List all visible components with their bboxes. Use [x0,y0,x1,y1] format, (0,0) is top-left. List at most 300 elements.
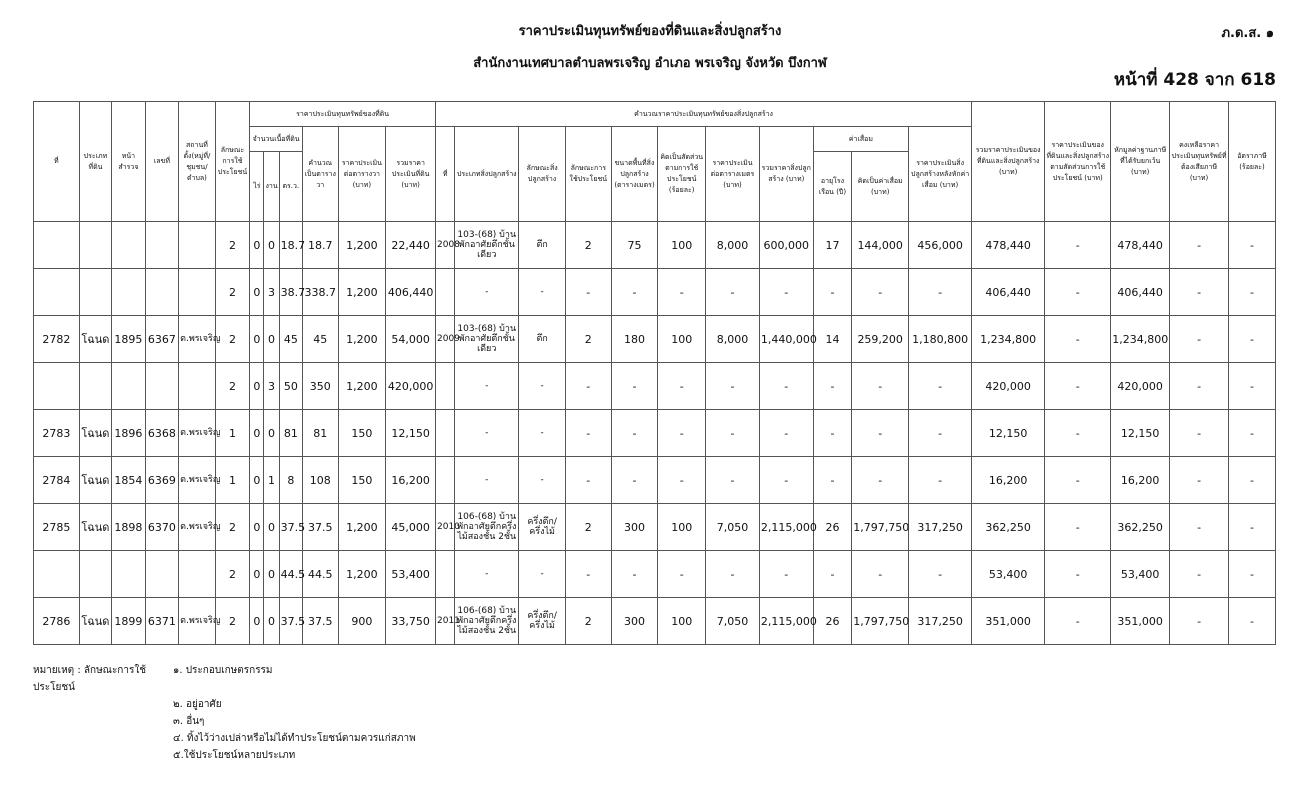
cell-dep-amount: 1,797,750 [852,504,909,551]
table-row [34,410,1276,457]
cell-taxable: - [1170,316,1229,363]
cell-no [34,363,80,410]
footnote-item: ๒. อยู่อาศัย [173,699,222,710]
cell-deed-no: 6370 [145,504,179,551]
cell-dep-amount: 144,000 [852,222,909,269]
cell-bldg-type: - [455,457,519,504]
cell-bldg-use: 2 [565,316,611,363]
page-number: หน้าที่ 428 จาก 618 [1113,70,1276,90]
cell-deduct: 420,000 [1111,363,1170,410]
cell-rate: - [1229,551,1276,598]
cell-bldg-use: 2 [565,598,611,645]
col-rate: อัตราภาษี (ร้อยละ) [1229,102,1276,222]
cell-wa: 45 [279,316,302,363]
cell-sqwa-total: 338.7 [303,269,339,316]
cell-land-total: 16,200 [386,457,436,504]
cell-bldg-type: 106-(68) บ้านพักอาศัยตึกครึ่งไม้สองชั้น 2ชั้น [455,598,519,645]
cell-bldg-size: 75 [611,222,658,269]
cell-dep-amount: 1,797,750 [852,598,909,645]
cell-bldg-total: 2,115,000 [759,504,813,551]
cell-rai: 0 [250,504,264,551]
cell-no [34,222,80,269]
cell-bldg-type: - [455,363,519,410]
cell-dep-age: - [813,269,852,316]
cell-bldg-no [436,457,455,504]
col-dep-amount: คิดเป็นค่าเสื่อม (บาท) [852,152,909,222]
cell-rate: - [1229,598,1276,645]
cell-bldg-total: - [759,410,813,457]
cell-bldg-price-sqm: - [706,363,760,410]
cell-no: 2783 [34,410,80,457]
cell-prop-value: - [1045,598,1111,645]
cell-rai: 0 [250,457,264,504]
cell-bldg-net: 317,250 [909,504,972,551]
cell-wa: 50 [279,363,302,410]
cell-dep-age: - [813,457,852,504]
cell-bldg-type: 106-(68) บ้านพักอาศัยตึกครึ่งไม้สองชั้น 2ชั้น [455,504,519,551]
cell-location: ต.พรเจริญ [179,316,216,363]
cell-use-type: 2 [215,504,250,551]
cell-location: ต.พรเจริญ [179,598,216,645]
table-row [34,598,1276,645]
cell-bldg-total: 2,115,000 [759,598,813,645]
form-code: ภ.ด.ส. ๑ [1221,26,1274,41]
cell-bldg-size: 300 [611,504,658,551]
assessment-table [33,101,1276,645]
document-title: ราคาประเมินทุนทรัพย์ของที่ดินและสิ่งปลูกสร้าง [518,24,782,39]
cell-land-type [79,269,111,316]
cell-deed-no [145,551,179,598]
cell-deduct: 406,440 [1111,269,1170,316]
cell-dep-age: - [813,551,852,598]
cell-rate: - [1229,316,1276,363]
cell-deduct: 53,400 [1111,551,1170,598]
col-bldg-price-sqm: ราคาประเมินต่อตารางเมตร (บาท) [706,127,760,222]
table-row [34,316,1276,363]
cell-dep-amount: - [852,269,909,316]
cell-sum-total: 53,400 [972,551,1045,598]
cell-land-total: 33,750 [386,598,436,645]
cell-bldg-kind: - [519,551,566,598]
cell-sum-total: 420,000 [972,363,1045,410]
cell-prop-value: - [1045,269,1111,316]
cell-sum-total: 478,440 [972,222,1045,269]
col-ngan: งาน [264,152,279,222]
cell-price-per-wa: 150 [338,410,386,457]
cell-price-per-wa: 1,200 [338,269,386,316]
cell-price-per-wa: 1,200 [338,222,386,269]
cell-deduct: 16,200 [1111,457,1170,504]
cell-bldg-total: - [759,269,813,316]
cell-sum-total: 12,150 [972,410,1045,457]
col-rai: ไร่ [250,152,264,222]
cell-sqwa-total: 44.5 [303,551,339,598]
cell-location [179,222,216,269]
cell-rai: 0 [250,410,264,457]
cell-ngan: 0 [264,551,279,598]
col-deduct: หักมูลค่าฐานภาษีที่ได้รับยกเว้น (บาท) [1111,102,1170,222]
cell-use-type: 2 [215,363,250,410]
cell-rai: 0 [250,551,264,598]
cell-rate: - [1229,410,1276,457]
cell-taxable: - [1170,410,1229,457]
cell-dep-amount: - [852,551,909,598]
cell-bldg-total: - [759,363,813,410]
cell-bldg-type: - [455,269,519,316]
cell-price-per-wa: 1,200 [338,551,386,598]
cell-bldg-type: 103-(68) บ้านพักอาศัยตึกชั้นเดียว [455,316,519,363]
cell-bldg-pct: - [658,457,706,504]
cell-bldg-type: 103-(68) บ้านพักอาศัยตึกชั้นเดียว [455,222,519,269]
cell-rate: - [1229,363,1276,410]
cell-bldg-kind: - [519,410,566,457]
cell-use-type: 2 [215,598,250,645]
cell-sum-total: 406,440 [972,269,1045,316]
cell-price-per-wa: 1,200 [338,504,386,551]
cell-use-type: 2 [215,551,250,598]
cell-deduct: 12,150 [1111,410,1170,457]
cell-taxable: - [1170,504,1229,551]
cell-bldg-net: - [909,363,972,410]
cell-rai: 0 [250,363,264,410]
cell-bldg-total: - [759,457,813,504]
cell-bldg-total: - [759,551,813,598]
col-deed-no: เลขที่ [145,102,179,222]
cell-front [112,363,146,410]
cell-no [34,269,80,316]
col-taxable: คงเหลือราคาประเมินทุนทรัพย์ที่ต้องเสียภาษี (บาท) [1170,102,1229,222]
cell-land-total: 406,440 [386,269,436,316]
cell-taxable: - [1170,363,1229,410]
cell-rate: - [1229,504,1276,551]
cell-no: 2785 [34,504,80,551]
cell-price-per-wa: 1,200 [338,316,386,363]
cell-rate: - [1229,457,1276,504]
cell-front [112,269,146,316]
cell-land-type [79,551,111,598]
col-bldg-no: ที่ [436,127,455,222]
cell-bldg-pct: - [658,269,706,316]
cell-bldg-no: 2008 [436,222,455,269]
cell-rate: - [1229,222,1276,269]
cell-sqwa-total: 81 [303,410,339,457]
cell-bldg-use: - [565,551,611,598]
cell-ngan: 0 [264,598,279,645]
cell-prop-value: - [1045,457,1111,504]
cell-sum-total: 351,000 [972,598,1045,645]
cell-prop-value: - [1045,316,1111,363]
cell-dep-amount: 259,200 [852,316,909,363]
cell-no: 2784 [34,457,80,504]
cell-price-per-wa: 1,200 [338,363,386,410]
cell-front: 1899 [112,598,146,645]
cell-rai: 0 [250,269,264,316]
cell-use-type: 2 [215,269,250,316]
col-bldg-type: ประเภทสิ่งปลูกสร้าง [455,127,519,222]
cell-deed-no [145,269,179,316]
cell-prop-value: - [1045,222,1111,269]
table-row [34,551,1276,598]
cell-bldg-price-sqm: - [706,457,760,504]
cell-bldg-use: - [565,410,611,457]
cell-wa: 81 [279,410,302,457]
cell-bldg-pct: 100 [658,316,706,363]
cell-wa: 18.7 [279,222,302,269]
cell-front: 1854 [112,457,146,504]
cell-bldg-use: - [565,363,611,410]
cell-deduct: 351,000 [1111,598,1170,645]
cell-location [179,363,216,410]
cell-dep-age: 14 [813,316,852,363]
cell-deed-no [145,363,179,410]
cell-sum-total: 362,250 [972,504,1045,551]
col-bldg-total: รวมราคาสิ่งปลูกสร้าง (บาท) [759,127,813,222]
cell-deduct: 478,440 [1111,222,1170,269]
col-no: ที่ [34,102,80,222]
footnote-item: ๔. ทิ้งไว้ว่างเปล่าหรือไม่ได้ทำประโยชน์ตามควรแก่สภาพ [173,733,416,744]
cell-bldg-pct: 100 [658,598,706,645]
cell-deed-no: 6371 [145,598,179,645]
cell-wa: 38.7 [279,269,302,316]
cell-front [112,551,146,598]
cell-use-type: 1 [215,410,250,457]
cell-bldg-net: - [909,410,972,457]
cell-bldg-price-sqm: 8,000 [706,316,760,363]
col-group-building: คำนวณราคาประเมินทุนทรัพย์ของสิ่งปลูกสร้าง [436,102,972,127]
cell-bldg-use: - [565,269,611,316]
cell-prop-value: - [1045,410,1111,457]
cell-front: 1895 [112,316,146,363]
cell-land-total: 12,150 [386,410,436,457]
cell-bldg-pct: - [658,410,706,457]
cell-bldg-price-sqm: 7,050 [706,598,760,645]
cell-land-type: โฉนด [79,504,111,551]
cell-bldg-size: - [611,410,658,457]
cell-bldg-size: - [611,269,658,316]
table-row [34,504,1276,551]
cell-bldg-size: - [611,551,658,598]
cell-use-type: 2 [215,316,250,363]
cell-location: ต.พรเจริญ [179,504,216,551]
cell-deed-no [145,222,179,269]
cell-land-total: 53,400 [386,551,436,598]
col-price-per-wa: ราคาประเมินต่อตารางวา (บาท) [338,127,386,222]
cell-bldg-total: 600,000 [759,222,813,269]
cell-bldg-pct: 100 [658,222,706,269]
cell-bldg-total: 1,440,000 [759,316,813,363]
col-group-land: ราคาประเมินทุนทรัพย์ของที่ดิน [250,102,436,127]
cell-land-total: 54,000 [386,316,436,363]
cell-deed-no: 6367 [145,316,179,363]
cell-bldg-kind: ครึ่งตึก/ครึ่งไม้ [519,504,566,551]
cell-ngan: 0 [264,410,279,457]
cell-dep-age: - [813,363,852,410]
cell-bldg-kind: - [519,457,566,504]
cell-front [112,222,146,269]
cell-prop-value: - [1045,504,1111,551]
cell-bldg-no: 2011 [436,598,455,645]
cell-rai: 0 [250,316,264,363]
cell-bldg-no [436,269,455,316]
cell-bldg-use: - [565,457,611,504]
cell-sqwa-total: 108 [303,457,339,504]
col-land-type: ประเภทที่ดิน [79,102,111,222]
col-use-type: ลักษณะการใช้ประโยชน์ [215,102,250,222]
cell-sqwa-total: 45 [303,316,339,363]
cell-taxable: - [1170,269,1229,316]
col-front: หน้าสำรวจ [112,102,146,222]
cell-land-type: โฉนด [79,316,111,363]
cell-ngan: 0 [264,222,279,269]
cell-land-total: 420,000 [386,363,436,410]
cell-deduct: 1,234,800 [1111,316,1170,363]
cell-dep-age: 17 [813,222,852,269]
col-sqwa-total: คำนวณเป็นตารางวา [303,127,339,222]
col-bldg-use: ลักษณะการใช้ประโยชน์ [565,127,611,222]
cell-sqwa-total: 350 [303,363,339,410]
cell-taxable: - [1170,598,1229,645]
cell-deduct: 362,250 [1111,504,1170,551]
col-bldg-pct: คิดเป็นสัดส่วนตามการใช้ประโยชน์ (ร้อยละ) [658,127,706,222]
cell-bldg-net: 1,180,800 [909,316,972,363]
col-group-depreciation: ค่าเสื่อม [813,127,908,152]
cell-taxable: - [1170,222,1229,269]
cell-land-type: โฉนด [79,410,111,457]
cell-bldg-kind: - [519,363,566,410]
col-location: สถานที่ตั้ง(หมู่ที่/ชุมชน/ตำบล) [179,102,216,222]
footnotes [33,662,416,764]
cell-bldg-price-sqm: 7,050 [706,504,760,551]
cell-bldg-net: - [909,551,972,598]
cell-bldg-type: - [455,551,519,598]
cell-bldg-pct: - [658,551,706,598]
cell-bldg-size: 180 [611,316,658,363]
cell-bldg-net: - [909,269,972,316]
cell-land-total: 22,440 [386,222,436,269]
cell-bldg-net: 317,250 [909,598,972,645]
footnote-label: หมายเหตุ : ลักษณะการใช้ประโยชน์ [33,665,147,693]
cell-front: 1896 [112,410,146,457]
cell-dep-age: - [813,410,852,457]
cell-bldg-kind: - [519,269,566,316]
cell-bldg-no: 2009 [436,316,455,363]
cell-dep-amount: - [852,410,909,457]
cell-bldg-no: 2010 [436,504,455,551]
cell-sqwa-total: 37.5 [303,598,339,645]
footnote-item: ๓. อื่นๆ [173,716,205,727]
cell-rate: - [1229,269,1276,316]
cell-bldg-size: 300 [611,598,658,645]
col-bldg-net: ราคาประเมินสิ่งปลูกสร้างหลังหักค่าเสื่อม (บาท) [909,127,972,222]
cell-bldg-price-sqm: - [706,551,760,598]
col-bldg-size: ขนาดพื้นที่สิ่งปลูกสร้าง (ตารางเมตร) [611,127,658,222]
cell-bldg-kind: ครึ่งตึก/ครึ่งไม้ [519,598,566,645]
cell-bldg-use: 2 [565,504,611,551]
cell-bldg-price-sqm: 8,000 [706,222,760,269]
col-group-area: จำนวนเนื้อที่ดิน [250,127,303,152]
cell-dep-amount: - [852,457,909,504]
table-row [34,269,1276,316]
cell-no: 2786 [34,598,80,645]
cell-wa: 37.5 [279,598,302,645]
cell-bldg-no [436,551,455,598]
cell-location: ต.พรเจริญ [179,410,216,457]
table-row [34,363,1276,410]
cell-bldg-net: - [909,457,972,504]
cell-sum-total: 16,200 [972,457,1045,504]
cell-ngan: 1 [264,457,279,504]
document-subtitle: สำนักงานเทศบาลตำบลพรเจริญ อำเภอ พรเจริญ จังหวัด บึงกาฬ [473,56,827,71]
cell-bldg-size: - [611,457,658,504]
cell-land-type: โฉนด [79,598,111,645]
footnote-item: ๕.ใช้ประโยชน์หลายประเภท [173,750,296,761]
cell-ngan: 3 [264,269,279,316]
table-row [34,222,1276,269]
cell-deed-no: 6368 [145,410,179,457]
cell-sqwa-total: 18.7 [303,222,339,269]
cell-location: ต.พรเจริญ [179,457,216,504]
cell-land-type [79,363,111,410]
cell-dep-amount: - [852,363,909,410]
cell-bldg-pct: 100 [658,504,706,551]
col-dep-age: อายุโรงเรือน (ปี) [813,152,852,222]
col-wa: ตร.ว. [279,152,302,222]
cell-wa: 8 [279,457,302,504]
cell-wa: 37.5 [279,504,302,551]
cell-rai: 0 [250,598,264,645]
cell-deed-no: 6369 [145,457,179,504]
col-prop-value: ราคาประเมินของที่ดินและสิ่งปลูกสร้างตามสัดส่วนการใช้ประโยชน์ (บาท) [1045,102,1111,222]
cell-location [179,551,216,598]
cell-bldg-pct: - [658,363,706,410]
cell-ngan: 0 [264,504,279,551]
footnote-item: ๑. ประกอบเกษตรกรรม [173,665,273,676]
cell-use-type: 2 [215,222,250,269]
cell-bldg-price-sqm: - [706,410,760,457]
cell-ngan: 3 [264,363,279,410]
cell-bldg-net: 456,000 [909,222,972,269]
col-sum-total: รวมราคาประเมินของที่ดินและสิ่งปลูกสร้าง (บาท) [972,102,1045,222]
cell-prop-value: - [1045,551,1111,598]
cell-bldg-no [436,363,455,410]
cell-wa: 44.5 [279,551,302,598]
col-land-total: รวมราคาประเมินที่ดิน (บาท) [386,127,436,222]
cell-location [179,269,216,316]
col-bldg-kind: ลักษณะสิ่งปลูกสร้าง [519,127,566,222]
table-row [34,457,1276,504]
cell-taxable: - [1170,457,1229,504]
cell-prop-value: - [1045,363,1111,410]
cell-bldg-price-sqm: - [706,269,760,316]
cell-use-type: 1 [215,457,250,504]
cell-bldg-kind: ตึก [519,316,566,363]
cell-taxable: - [1170,551,1229,598]
cell-no: 2782 [34,316,80,363]
cell-bldg-size: - [611,363,658,410]
cell-bldg-no [436,410,455,457]
cell-land-total: 45,000 [386,504,436,551]
cell-land-type: โฉนด [79,457,111,504]
cell-price-per-wa: 900 [338,598,386,645]
cell-land-type [79,222,111,269]
cell-rai: 0 [250,222,264,269]
cell-bldg-kind: ตึก [519,222,566,269]
cell-sum-total: 1,234,800 [972,316,1045,363]
cell-dep-age: 26 [813,598,852,645]
cell-price-per-wa: 150 [338,457,386,504]
cell-dep-age: 26 [813,504,852,551]
cell-front: 1898 [112,504,146,551]
